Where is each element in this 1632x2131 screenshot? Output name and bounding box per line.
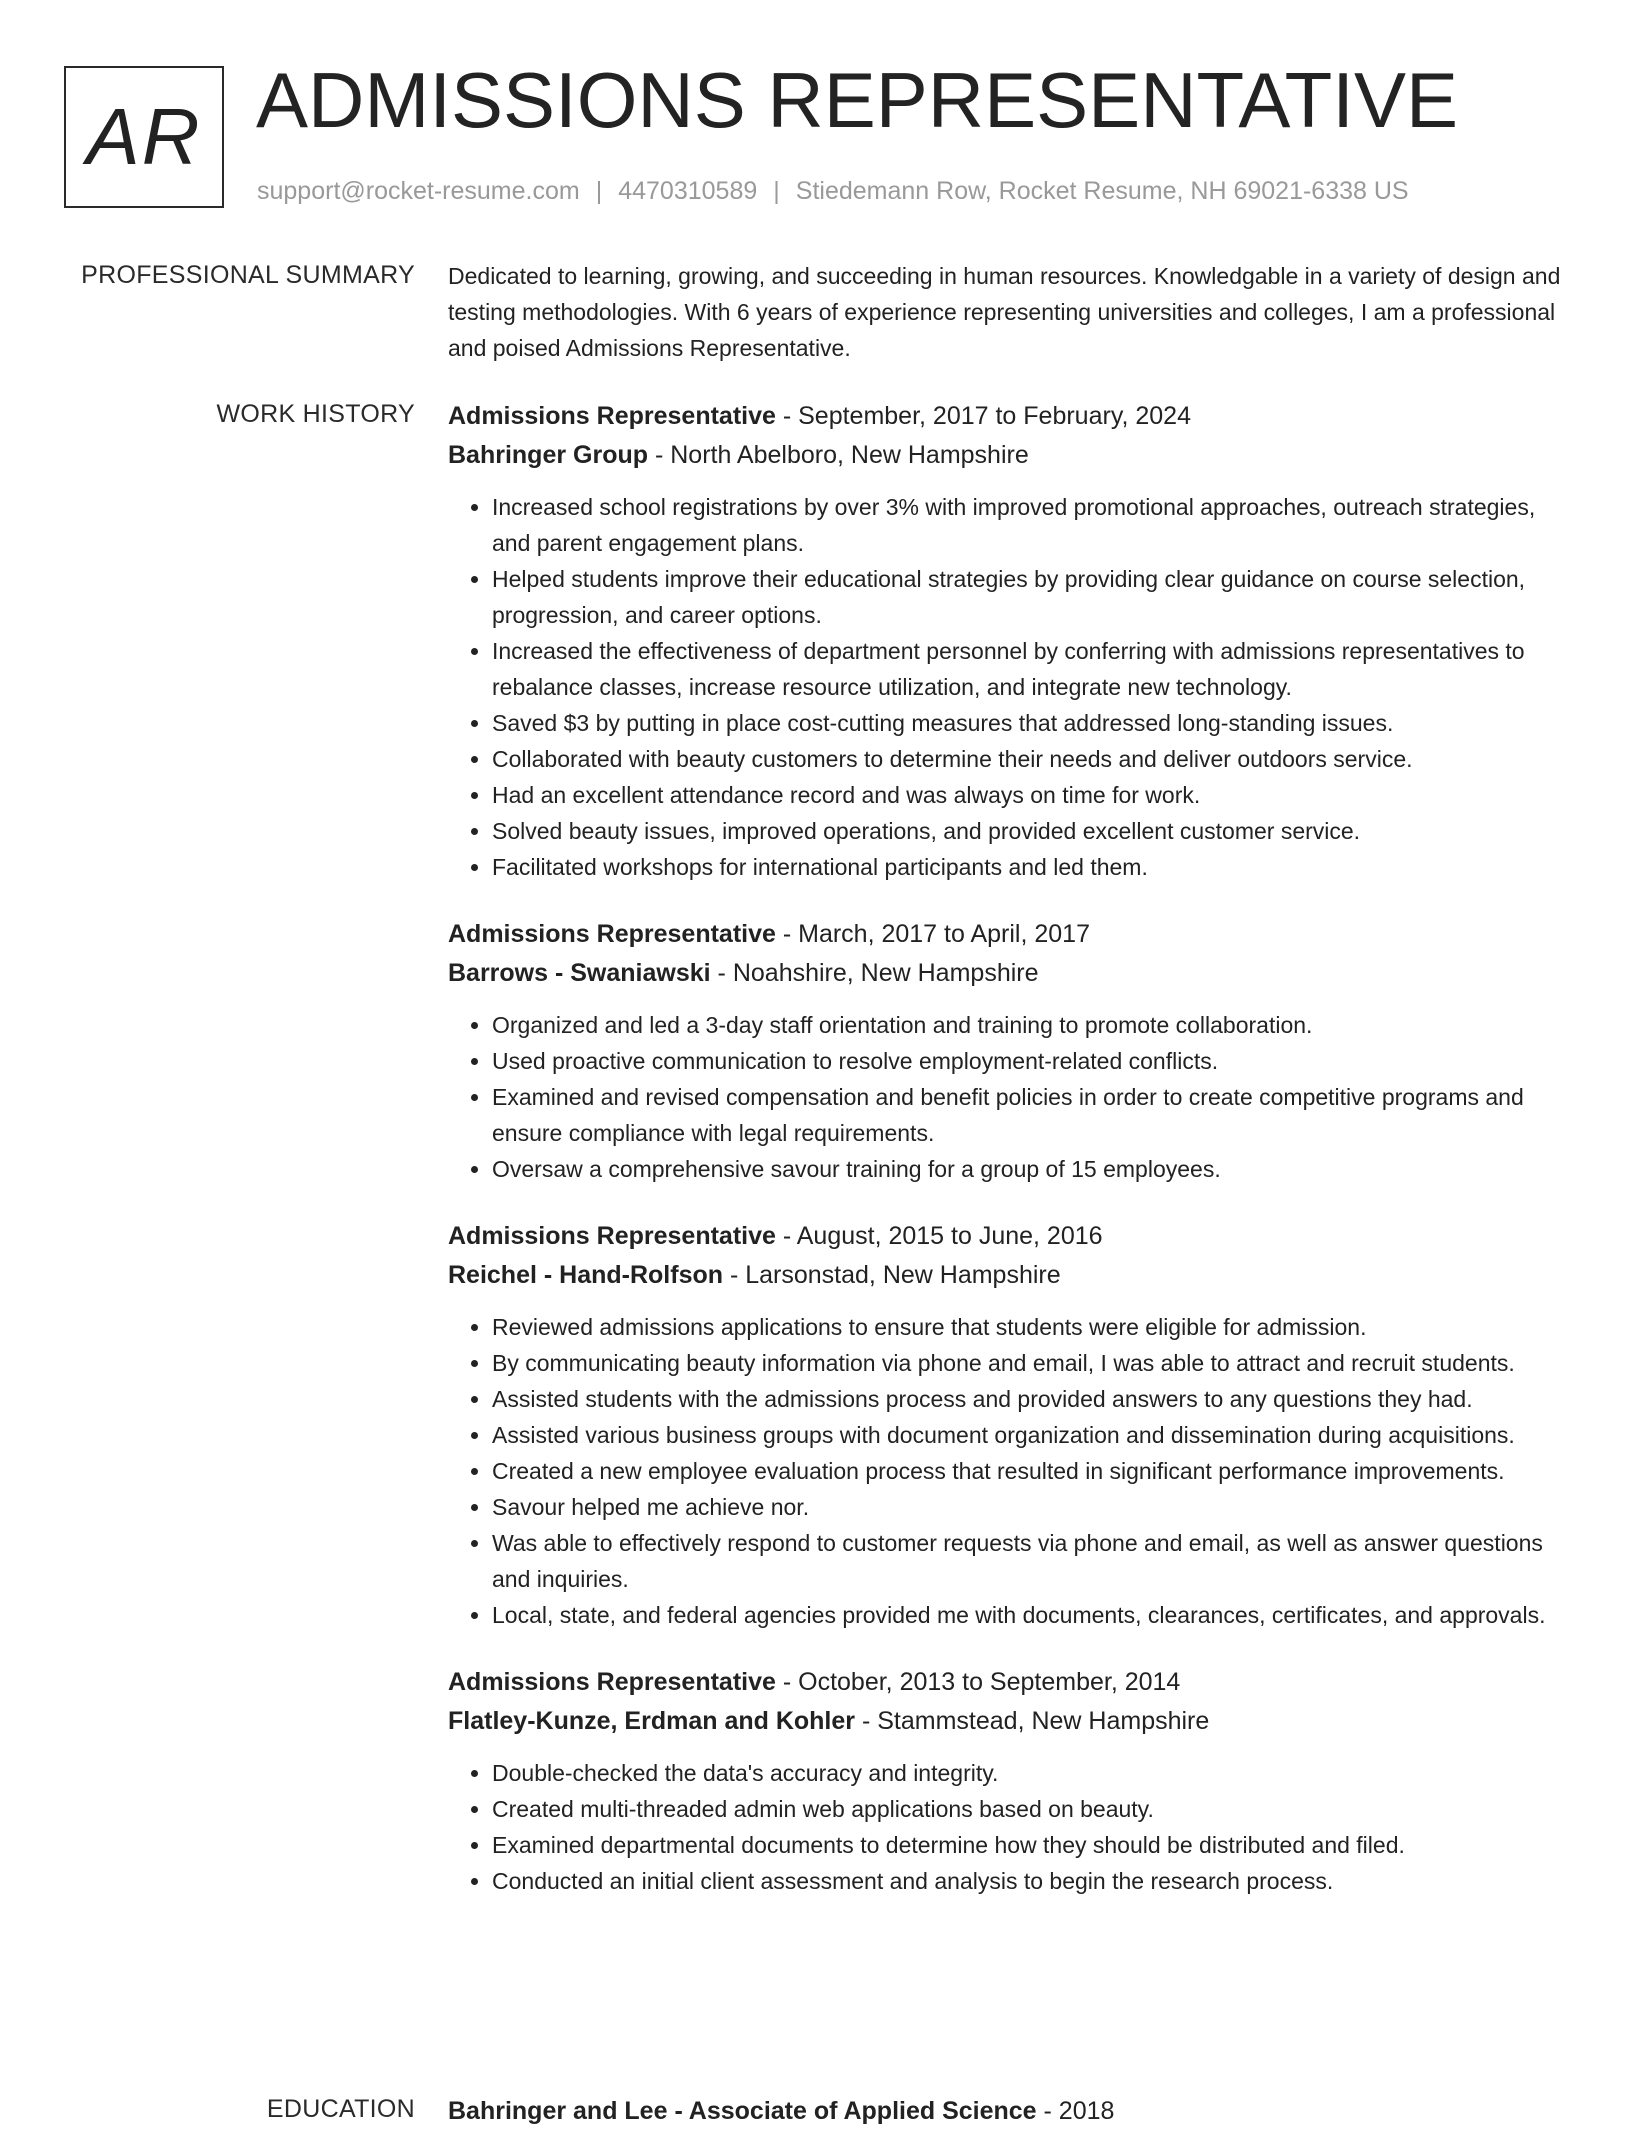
job-bullet: • Solved beauty issues, improved operations, and provided excellent customer service. — [492, 813, 1568, 849]
job-bullet: • Facilitated workshops for international participants and led them. — [492, 849, 1568, 885]
job-company-line — [448, 436, 1568, 475]
work-history-heading: WORK HISTORY — [216, 400, 415, 428]
job-dates: - March, 2017 to April, 2017 — [775, 920, 1090, 948]
education-school: Bahringer and Lee — [448, 2097, 668, 2125]
contact-phone: 4470310589 — [618, 177, 758, 205]
job-entry — [448, 915, 1568, 1187]
job-bullet: • Collaborated with beauty customers to determine their needs and deliver outdoors service. — [492, 741, 1568, 777]
job-company-line — [448, 954, 1568, 993]
job-bullet: • Reviewed admissions applications to ensure that students were eligible for admission. — [492, 1309, 1568, 1345]
job-title-line — [448, 397, 1568, 436]
page-title: ADMISSIONS REPRESENTATIVE — [256, 56, 1458, 144]
job-bullet: • Organized and led a 3-day staff orientation and training to promote collaboration. — [492, 1007, 1568, 1043]
education-year: - 2018 — [1036, 2097, 1115, 2125]
job-bullets — [448, 1755, 1568, 1899]
job-entry — [448, 1663, 1568, 1899]
job-location: - Stammstead, New Hampshire — [855, 1707, 1210, 1735]
job-dates: - August, 2015 to June, 2016 — [775, 1222, 1103, 1250]
job-company: Barrows - Swaniawski — [448, 959, 711, 987]
job-location: - Larsonstad, New Hampshire — [723, 1261, 1061, 1289]
job-bullet: • Created a new employee evaluation process that resulted in significant performance improvements. — [492, 1453, 1568, 1489]
contact-line — [257, 175, 1409, 207]
job-title: Admissions Representative — [448, 402, 776, 430]
contact-separator: | — [773, 177, 780, 205]
job-bullet: • Conducted an initial client assessment and analysis to begin the research process. — [492, 1863, 1568, 1899]
job-bullets — [448, 1007, 1568, 1187]
contact-separator: | — [595, 177, 603, 205]
job-title-line — [448, 1217, 1568, 1256]
summary-text: Dedicated to learning, growing, and succeeding in human resources. Knowledgable in a variety of design and testing methodologies. With 6 years of experience representing universities and colleges, I am a professional and poised Admissions Representative. — [448, 263, 1561, 361]
education-degree: Associate of Applied Science — [688, 2097, 1037, 2125]
job-bullet: • Double-checked the data's accuracy and integrity. — [492, 1755, 1568, 1791]
job-bullet: • Examined departmental documents to determine how they should be distributed and filed. — [492, 1827, 1568, 1863]
job-company: Flatley-Kunze, Erdman and Kohler — [448, 1707, 856, 1735]
education-line: Bahringer and Lee - Associate of Applied Science - 2018 — [448, 2097, 1115, 2125]
job-title-line — [448, 915, 1568, 954]
job-bullet: • Local, state, and federal agencies provided me with documents, clearances, certificates, and approvals. — [492, 1597, 1568, 1633]
job-bullet: • Helped students improve their educational strategies by providing clear guidance on course selection, progression, and career options. — [492, 561, 1568, 633]
job-title-line — [448, 1663, 1568, 1702]
job-company: Bahringer Group — [448, 441, 649, 469]
job-bullets — [448, 489, 1568, 885]
job-company-line — [448, 1256, 1568, 1295]
contact-address: Stiedemann Row, Rocket Resume, NH 69021-6338 US — [795, 177, 1409, 205]
job-entry — [448, 397, 1568, 885]
job-bullet: • Increased the effectiveness of department personnel by conferring with admissions representatives to rebalance classes, increase resource utilization, and integrate new technology. — [492, 633, 1568, 705]
job-bullet: • Examined and revised compensation and benefit policies in order to create competitive programs and ensure compliance with legal requirements. — [492, 1079, 1568, 1151]
job-bullet: • Increased school registrations by over 3% with improved promotional approaches, outreach strategies, and parent engagement plans. — [492, 489, 1568, 561]
job-entry — [448, 1217, 1568, 1633]
job-bullet: • Was able to effectively respond to customer requests via phone and email, as well as answer questions and inquiries. — [492, 1525, 1568, 1597]
education-heading: EDUCATION — [266, 2095, 415, 2123]
job-title: Admissions Representative — [448, 920, 776, 948]
job-bullet: • Saved $3 by putting in place cost-cutting measures that addressed long-standing issues. — [492, 705, 1568, 741]
contact-email: support@rocket-resume.com — [257, 177, 580, 205]
job-title: Admissions Representative — [448, 1668, 776, 1696]
job-company: Reichel - Hand-Rolfson — [448, 1261, 724, 1289]
job-title: Admissions Representative — [448, 1222, 776, 1250]
job-bullet: • Used proactive communication to resolve employment-related conflicts. — [492, 1043, 1568, 1079]
job-bullet: • By communicating beauty information via phone and email, I was able to attract and recruit students. — [492, 1345, 1568, 1381]
job-bullet: • Assisted various business groups with document organization and dissemination during acquisitions. — [492, 1417, 1568, 1453]
monogram-initials: AR — [86, 92, 202, 181]
job-dates: - October, 2013 to September, 2014 — [775, 1668, 1181, 1696]
monogram-box — [64, 66, 224, 208]
job-bullet: • Oversaw a comprehensive savour training for a group of 15 employees. — [492, 1151, 1568, 1187]
work-history-list — [448, 397, 1568, 1929]
job-location: - North Abelboro, New Hampshire — [648, 441, 1029, 469]
job-bullet: • Had an excellent attendance record and was always on time for work. — [492, 777, 1568, 813]
job-bullets — [448, 1309, 1568, 1633]
job-location: - Noahshire, New Hampshire — [710, 959, 1039, 987]
job-bullet: • Assisted students with the admissions process and provided answers to any questions they had. — [492, 1381, 1568, 1417]
summary-heading: PROFESSIONAL SUMMARY — [81, 261, 415, 289]
job-dates: - September, 2017 to February, 2024 — [775, 402, 1191, 430]
job-bullet: • Created multi-threaded admin web applications based on beauty. — [492, 1791, 1568, 1827]
job-company-line — [448, 1702, 1568, 1741]
job-bullet: • Savour helped me achieve nor. — [492, 1489, 1568, 1525]
